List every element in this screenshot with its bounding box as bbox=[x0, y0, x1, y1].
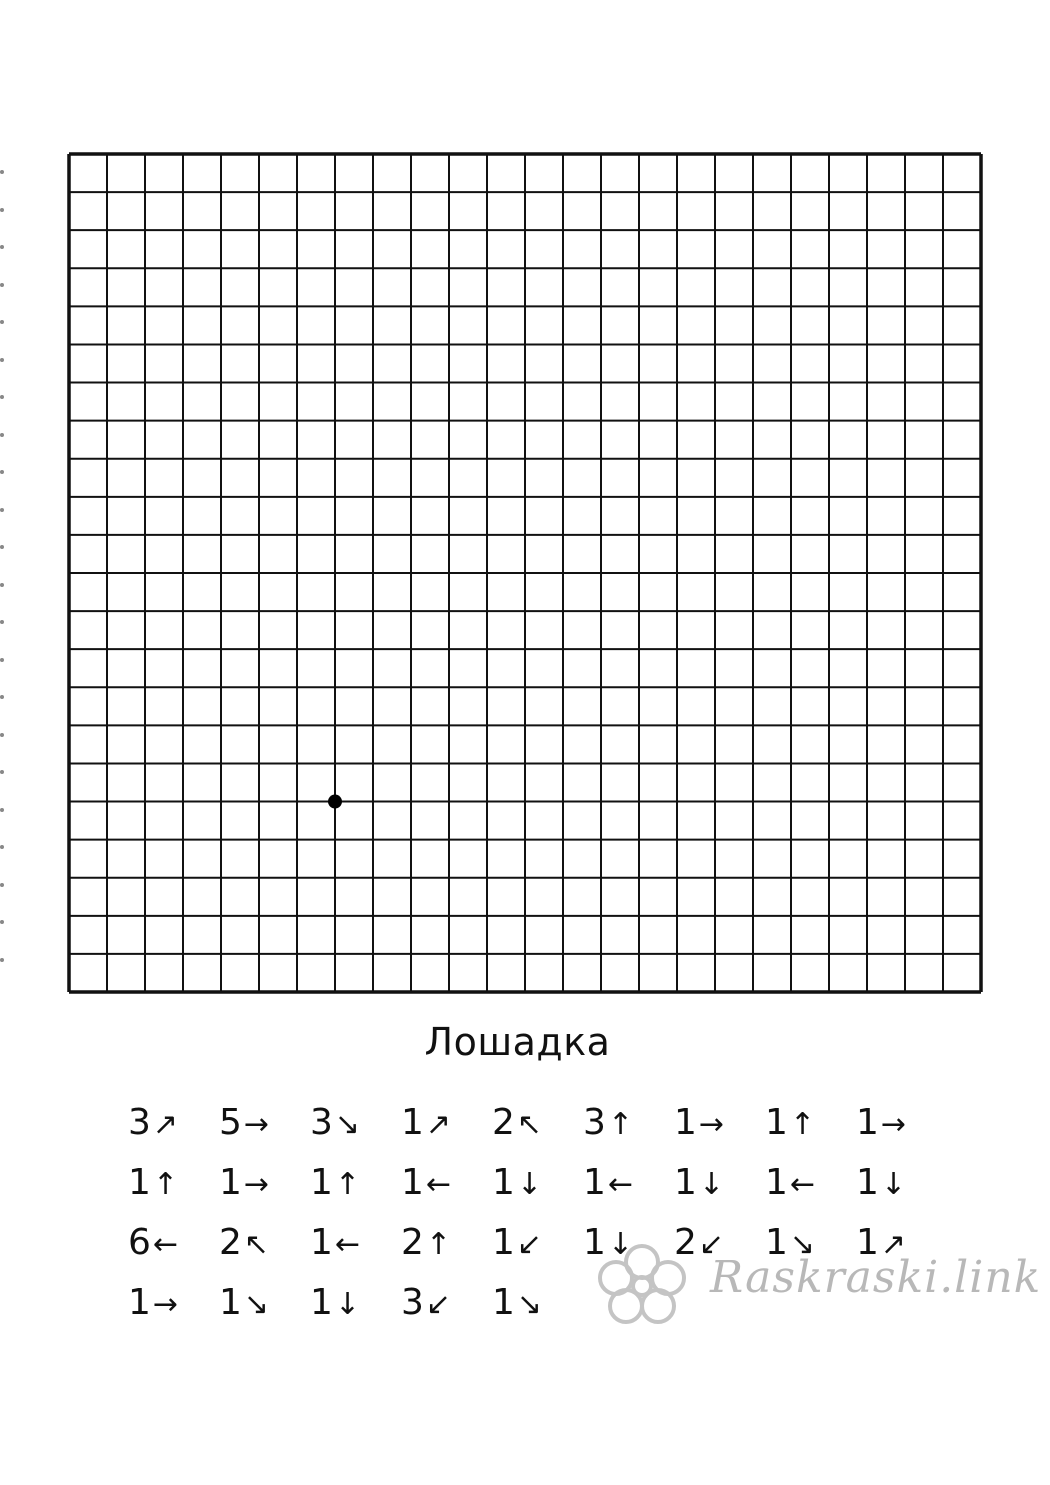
instruction-step bbox=[583, 1162, 674, 1203]
instruction-step bbox=[128, 1162, 219, 1203]
instruction-step bbox=[674, 1162, 765, 1203]
instruction-step bbox=[401, 1282, 492, 1323]
step-count: 1 bbox=[856, 1161, 879, 1203]
instruction-step bbox=[401, 1222, 492, 1263]
step-count: 1 bbox=[310, 1281, 333, 1323]
margin-dot bbox=[0, 958, 4, 962]
margin-dot bbox=[0, 770, 4, 774]
step-arrow-icon: → bbox=[243, 1106, 270, 1142]
step-arrow-icon: ← bbox=[334, 1226, 361, 1262]
instruction-step bbox=[310, 1102, 401, 1143]
instruction-step bbox=[310, 1282, 401, 1323]
step-arrow-icon: ↑ bbox=[152, 1166, 179, 1202]
step-arrow-icon: → bbox=[243, 1166, 270, 1202]
step-arrow-icon: ↓ bbox=[607, 1226, 634, 1262]
step-count: 1 bbox=[310, 1221, 333, 1263]
step-count: 1 bbox=[765, 1221, 788, 1263]
step-count: 1 bbox=[401, 1161, 424, 1203]
instruction-step bbox=[401, 1102, 492, 1143]
step-count: 3 bbox=[310, 1101, 333, 1143]
margin-dot bbox=[0, 620, 4, 624]
margin-dot bbox=[0, 883, 4, 887]
step-arrow-icon: ↓ bbox=[334, 1286, 361, 1322]
step-count: 1 bbox=[401, 1101, 424, 1143]
instruction-step bbox=[492, 1162, 583, 1203]
step-arrow-icon: ← bbox=[425, 1166, 452, 1202]
step-arrow-icon: ↘ bbox=[243, 1286, 270, 1322]
margin-dot bbox=[0, 433, 4, 437]
step-count: 1 bbox=[128, 1161, 151, 1203]
step-arrow-icon: ↑ bbox=[425, 1226, 452, 1262]
margin-dot bbox=[0, 920, 4, 924]
instruction-step bbox=[492, 1102, 583, 1143]
instruction-step bbox=[310, 1162, 401, 1203]
margin-dot bbox=[0, 695, 4, 699]
grid-svg bbox=[67, 152, 983, 994]
instruction-step bbox=[492, 1222, 583, 1263]
step-count: 1 bbox=[765, 1101, 788, 1143]
step-arrow-icon: ↑ bbox=[789, 1106, 816, 1142]
step-count: 2 bbox=[492, 1101, 515, 1143]
step-arrow-icon: ↓ bbox=[516, 1166, 543, 1202]
margin-dot bbox=[0, 283, 4, 287]
step-count: 2 bbox=[219, 1221, 242, 1263]
instruction-step bbox=[856, 1162, 947, 1203]
step-count: 1 bbox=[492, 1161, 515, 1203]
instruction-step bbox=[765, 1102, 856, 1143]
step-count: 1 bbox=[492, 1281, 515, 1323]
instruction-step bbox=[401, 1162, 492, 1203]
step-arrow-icon: ↖ bbox=[516, 1106, 543, 1142]
margin-dot bbox=[0, 508, 4, 512]
step-arrow-icon: ↑ bbox=[607, 1106, 634, 1142]
instruction-step bbox=[765, 1162, 856, 1203]
instruction-step bbox=[128, 1102, 219, 1143]
step-count: 2 bbox=[674, 1221, 697, 1263]
step-arrow-icon: ↓ bbox=[880, 1166, 907, 1202]
instruction-step bbox=[128, 1222, 219, 1263]
step-arrow-icon: ↘ bbox=[334, 1106, 361, 1142]
margin-dot bbox=[0, 658, 4, 662]
margin-dot bbox=[0, 245, 4, 249]
instruction-step bbox=[219, 1222, 310, 1263]
margin-dot bbox=[0, 395, 4, 399]
step-arrow-icon: ← bbox=[152, 1226, 179, 1262]
step-arrow-icon: → bbox=[698, 1106, 725, 1142]
step-arrow-icon: ↗ bbox=[425, 1106, 452, 1142]
margin-dot bbox=[0, 320, 4, 324]
step-count: 1 bbox=[856, 1101, 879, 1143]
margin-dots bbox=[0, 170, 6, 990]
watermark-text: Raskraski.link bbox=[710, 1252, 1042, 1303]
step-count: 1 bbox=[674, 1101, 697, 1143]
flower-icon bbox=[590, 1240, 700, 1330]
step-count: 1 bbox=[856, 1221, 879, 1263]
step-count: 5 bbox=[219, 1101, 242, 1143]
step-count: 1 bbox=[765, 1161, 788, 1203]
instruction-step bbox=[128, 1282, 219, 1323]
step-count: 6 bbox=[128, 1221, 151, 1263]
step-count: 3 bbox=[583, 1101, 606, 1143]
instruction-row bbox=[128, 1092, 948, 1152]
step-count: 1 bbox=[310, 1161, 333, 1203]
step-count: 1 bbox=[219, 1281, 242, 1323]
step-arrow-icon: ↗ bbox=[152, 1106, 179, 1142]
step-count: 1 bbox=[583, 1161, 606, 1203]
margin-dot bbox=[0, 170, 4, 174]
watermark bbox=[590, 1240, 1042, 1330]
step-arrow-icon: ↙ bbox=[425, 1286, 452, 1322]
instruction-step bbox=[219, 1102, 310, 1143]
step-count: 2 bbox=[401, 1221, 424, 1263]
page-title: Лошадка bbox=[424, 1020, 611, 1064]
step-count: 1 bbox=[674, 1161, 697, 1203]
step-arrow-icon: ↙ bbox=[516, 1226, 543, 1262]
margin-dot bbox=[0, 545, 4, 549]
instruction-step bbox=[219, 1162, 310, 1203]
margin-dot bbox=[0, 845, 4, 849]
instruction-step bbox=[674, 1102, 765, 1143]
step-arrow-icon: ↙ bbox=[698, 1226, 725, 1262]
margin-dot bbox=[0, 583, 4, 587]
instruction-step bbox=[219, 1282, 310, 1323]
step-arrow-icon: ↘ bbox=[516, 1286, 543, 1322]
step-arrow-icon: → bbox=[152, 1286, 179, 1322]
step-arrow-icon: → bbox=[880, 1106, 907, 1142]
step-arrow-icon: ↘ bbox=[789, 1226, 816, 1262]
margin-dot bbox=[0, 733, 4, 737]
step-arrow-icon: ↗ bbox=[880, 1226, 907, 1262]
drawing-grid[interactable] bbox=[67, 152, 983, 994]
instruction-step bbox=[492, 1282, 583, 1323]
step-arrow-icon: ↑ bbox=[334, 1166, 361, 1202]
step-arrow-icon: ← bbox=[607, 1166, 634, 1202]
start-point[interactable] bbox=[328, 795, 342, 809]
step-count: 1 bbox=[128, 1281, 151, 1323]
instruction-step bbox=[310, 1222, 401, 1263]
margin-dot bbox=[0, 208, 4, 212]
step-arrow-icon: ← bbox=[789, 1166, 816, 1202]
step-count: 1 bbox=[583, 1221, 606, 1263]
instruction-row bbox=[128, 1152, 948, 1212]
step-arrow-icon: ↖ bbox=[243, 1226, 270, 1262]
step-count: 3 bbox=[128, 1101, 151, 1143]
margin-dot bbox=[0, 808, 4, 812]
margin-dot bbox=[0, 358, 4, 362]
step-arrow-icon: ↓ bbox=[698, 1166, 725, 1202]
step-count: 1 bbox=[219, 1161, 242, 1203]
margin-dot bbox=[0, 470, 4, 474]
step-count: 1 bbox=[492, 1221, 515, 1263]
instruction-step bbox=[856, 1102, 947, 1143]
instruction-step bbox=[583, 1102, 674, 1143]
step-count: 3 bbox=[401, 1281, 424, 1323]
